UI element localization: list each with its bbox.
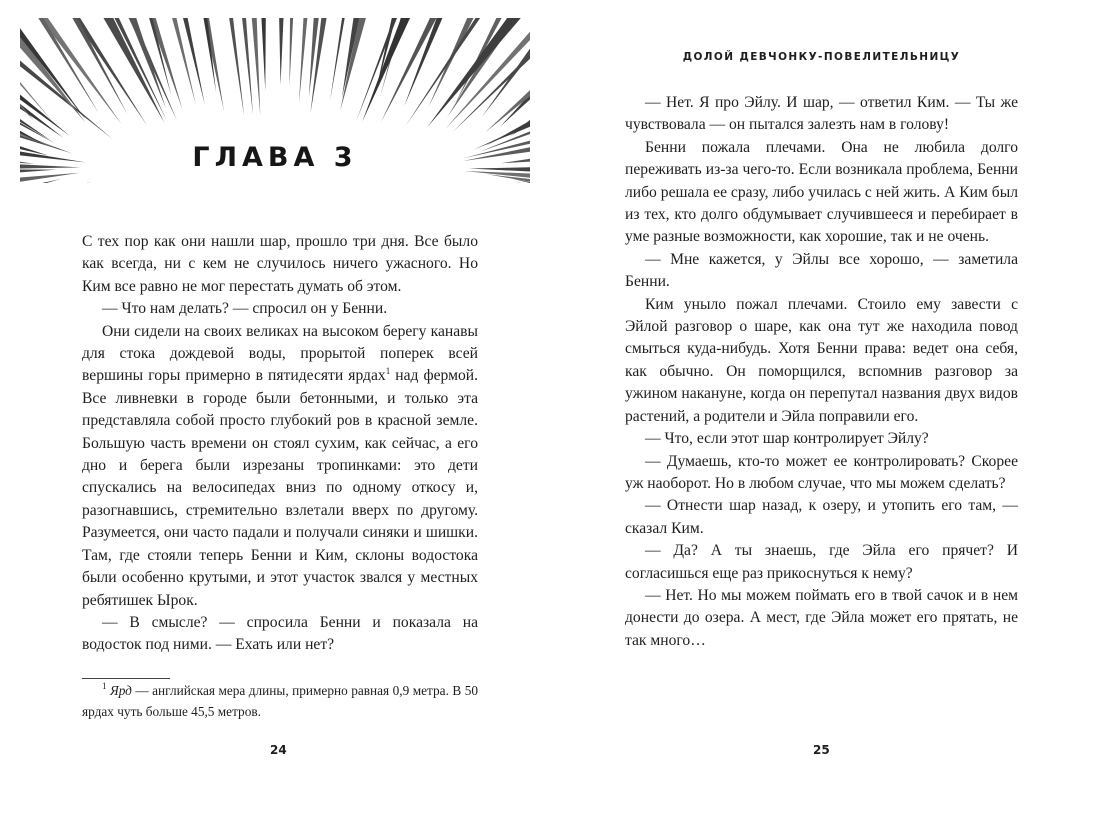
footnote-reference: 1 — [385, 366, 391, 377]
paragraph: — Думаешь, кто-то может ее контролировать? Скорее уж наоборот. Но в любом случае, что мы можем сделать? — [625, 452, 1018, 492]
footnote-text: — английская мера длины, примерно равная 0,9 метра. В 50 ярдах чуть больше 45,5 метров. — [82, 683, 478, 719]
paragraph: — Что нам делать? — спросил он у Бенни. — [102, 300, 388, 318]
paragraph: — В смысле? — спросила Бенни и показала на водосток под ними. — Ехать или нет? — [82, 613, 478, 654]
right-body-text — [625, 92, 1018, 652]
left-body-text — [82, 231, 478, 657]
paragraph-text: Они сидели на своих великах на высоком берегу канавы для стока дождевой воды, прорытой поперек всей вершины горы примерно в пятидесяти ярдах — [82, 322, 478, 385]
footnote-term: Ярд — [109, 683, 132, 698]
running-head: ДОЛОЙ ДЕВЧОНКУ-ПОВЕЛИТЕЛЬНИЦУ — [682, 51, 961, 63]
paragraph — [82, 321, 478, 612]
paragraph: Ким уныло пожал плечами. Стоило ему завести с Эйлой разговор о шаре, как она тут же находила повод смыться куда-нибудь. Хотя Бенни права: ведет она себя, как обычно. Он поморщился, вспомнив разговор за ужином накануне, когда он перепутал названия двух видов растений, а родители и Эйла поправили его. — [625, 295, 1018, 425]
paragraph: — Что, если этот шар контролирует Эйлу? — [645, 430, 929, 448]
paragraph: — Да? А ты знаешь, где Эйла его прячет? И согласишься еще раз прикоснуться к нему? — [625, 542, 1018, 582]
paragraph: — Нет. Но мы можем поймать его в твой сачок и в нем донести до озера. А мест, где Эйла может его прятать, не так много… — [625, 586, 1018, 649]
paragraph: — Отнести шар назад, к озеру, и утопить его там, — сказал Ким. — [625, 497, 1018, 537]
paragraph: С тех пор как они нашли шар, прошло три дня. Все было как всегда, ни с кем не случилось ничего ужасного. Но Ким все равно не мог перестать думать об этом. — [82, 233, 478, 295]
chapter-title: ГЛАВА 3 — [192, 142, 358, 173]
footnote-divider — [82, 678, 170, 679]
footnote — [82, 680, 478, 722]
paragraph: — Нет. Я про Эйлу. И шар, — ответил Ким. — Ты же чувствовала — он пытался залезть нам в голову! — [625, 94, 1018, 134]
page-number: 25 — [813, 743, 830, 757]
paragraph-text: над фермой. Все ливневки в городе были бетонными, и только эта представляла собой просто глубокий ров в красной земле. Большую часть времени он стоял сухим, как сейчас, а его дно и берега были изрезаны тропинками: это дети спускались на велосипедах вниз по одному откосу и, разогнавшись, стремительно взлетали вверх по другому. Разумеется, они часто падали и получали синяки и шишки. Там, где стояли теперь Бенни и Ким, склоны водостока были особенно крутыми, и этот участок звался у местных ребятишек Ырок. — [82, 367, 478, 609]
page-number: 24 — [270, 743, 287, 757]
paragraph: — Мне кажется, у Эйлы все хорошо, — заметила Бенни. — [625, 250, 1018, 291]
footnote-mark: 1 — [102, 681, 107, 691]
paragraph: Бенни пожала плечами. Она не любила долго переживать из-за чего-то. Если возникала проблема, Бенни либо решала ее сразу, либо училась с ней жить. А Ким был из тех, кто долго обдумывает случившееся и перебирает в уме разные возможности, как хорошие, так и не очень. — [625, 138, 1018, 246]
